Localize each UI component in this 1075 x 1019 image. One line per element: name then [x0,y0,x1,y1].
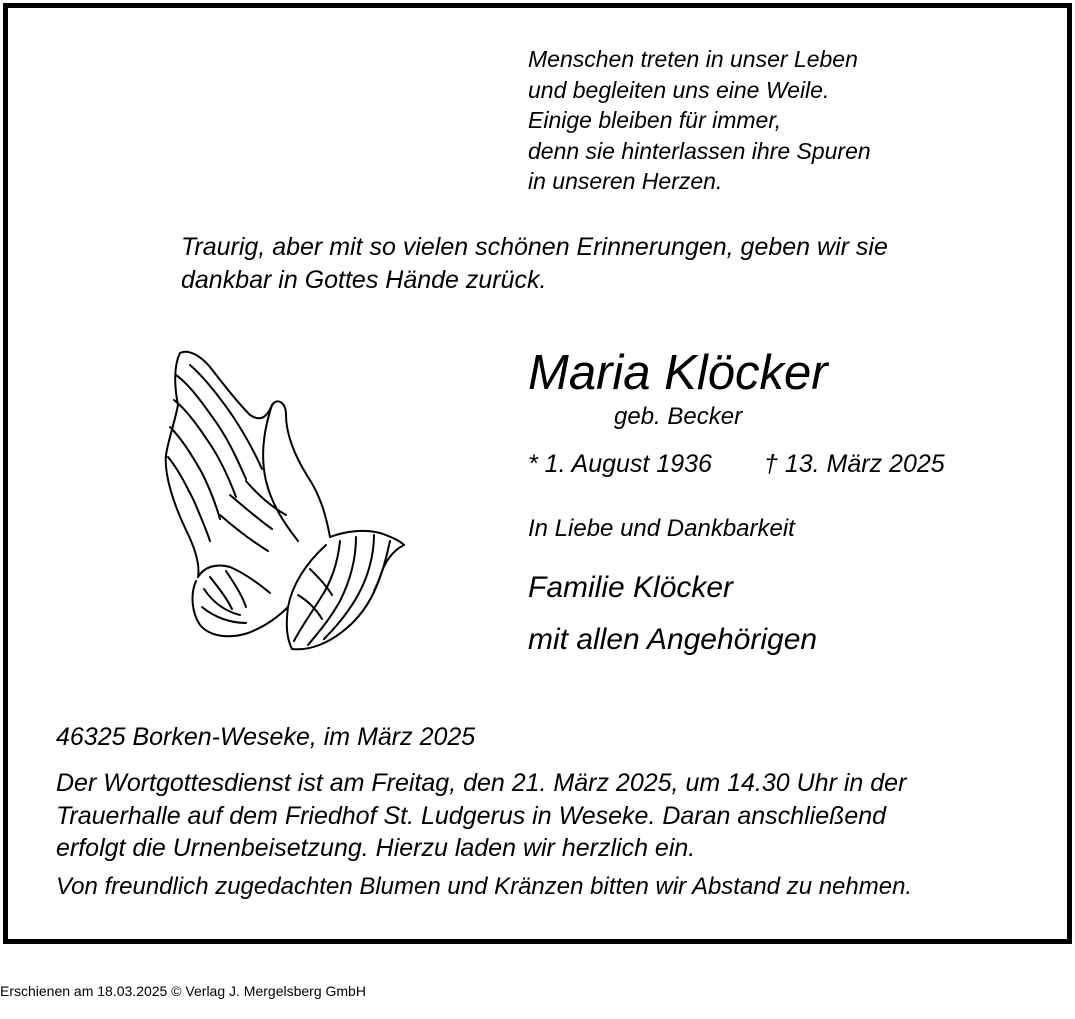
birth-date: * 1. August 1936 [528,450,712,478]
relatives-text: mit allen Angehörigen [528,623,818,656]
intro-line: dankbar in Gottes Hände zurück. [181,265,547,294]
poem-line: Menschen treten in unser Leben [528,46,858,72]
publication-footer: Erschienen am 18.03.2025 © Verlag J. Mergelsberg GmbH [0,983,366,999]
flowers-note: Von freundlich zugedachten Blumen und Kränzen bitten wir Abstand zu nehmen. [56,873,913,900]
death-date: † 13. März 2025 [764,450,945,478]
maiden-name: geb. Becker [614,403,743,430]
service-line: erfolgt die Urnenbeisetzung. Hierzu laden wir herzlich ein. [56,834,696,862]
poem [528,44,871,197]
place-date: 46325 Borken-Weseke, im März 2025 [56,723,476,751]
love-phrase: In Liebe und Dankbarkeit [528,515,795,542]
poem-line: Einige bleiben für immer, [528,107,782,133]
intro-line: Traurig, aber mit so vielen schönen Erinnerungen, geben wir sie [181,233,888,261]
service-line: Der Wortgottesdienst ist am Freitag, den 21. März 2025, um 14.30 Uhr in der [56,769,907,797]
service-line: Trauerhalle auf dem Friedhof St. Ludgerus in Weseke. Daran anschließend [56,801,887,830]
deceased-name: Maria Klöcker [528,346,828,400]
family-name: Familie Klöcker [528,571,734,604]
service-info [56,767,906,865]
poem-line: in unseren Herzen. [528,168,723,194]
praying-hands-icon [160,345,410,655]
intro-text [181,231,888,296]
poem-line: denn sie hinterlassen ihre Spuren [528,137,871,164]
poem-line: und begleiten uns eine Weile. [528,76,830,103]
